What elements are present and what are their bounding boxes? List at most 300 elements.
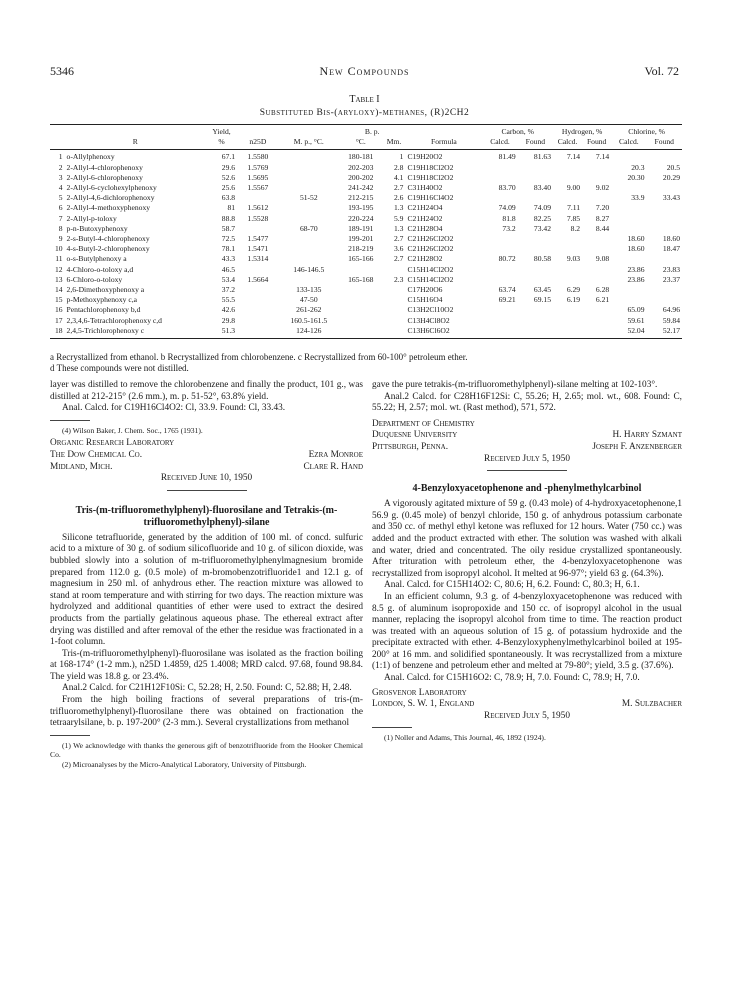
hydrogen-found: 8.27 bbox=[595, 213, 610, 223]
melting-point bbox=[279, 244, 339, 254]
pressure-mm bbox=[383, 265, 406, 275]
carbon-calcd bbox=[482, 275, 517, 285]
chlorine-found bbox=[647, 285, 682, 295]
table-row bbox=[50, 173, 682, 183]
author-szmant: H. Harry Szmant bbox=[612, 430, 682, 441]
boiling-point bbox=[339, 326, 383, 339]
formula: C31H40O2 bbox=[407, 183, 443, 193]
boiling-point: 212-215 bbox=[348, 193, 374, 203]
r-group: o-Allylphenoxy bbox=[66, 152, 115, 162]
affiliation-grosvenor bbox=[372, 688, 682, 723]
chlorine-calcd: 20.3 bbox=[631, 162, 645, 172]
silane-paragraph-3: From the high boiling fractions of several preparations of tris-(m-trifluoromethylphenyl)-fluorosilane there was obtained on fractionation the tetraarylsilane, b. p. 197-200° (2-3 mm.). Several crystallizations from methanol bbox=[50, 695, 363, 729]
carbon-calcd bbox=[482, 173, 517, 183]
table-caption: Table I bbox=[349, 94, 380, 105]
refractive-index: 1.5477 bbox=[247, 234, 269, 244]
carbon-found: 81.63 bbox=[533, 152, 552, 162]
lab-name: Organic Research Laboratory bbox=[50, 438, 175, 449]
carbon-calcd: 83.70 bbox=[498, 183, 516, 193]
formula: C21H26Cl2O2 bbox=[407, 244, 454, 254]
dept-name: Department of Chemistry bbox=[372, 418, 475, 429]
hydrogen-found: 8.44 bbox=[595, 223, 610, 233]
affiliation-duquesne bbox=[372, 419, 682, 465]
dept-author-row-1 bbox=[372, 430, 682, 442]
volume-label: Vol. 72 bbox=[644, 64, 679, 78]
chlorine-calcd bbox=[611, 285, 646, 295]
hydrogen-calcd bbox=[553, 173, 582, 183]
hydrogen-found bbox=[582, 265, 611, 275]
carbon-found: 63.45 bbox=[533, 285, 552, 295]
header-hydrogen-found: Found bbox=[582, 137, 611, 150]
header-bp: B. p. bbox=[339, 125, 406, 138]
chlorine-found: 23.37 bbox=[662, 274, 680, 284]
carbon-calcd bbox=[482, 305, 517, 315]
refractive-index: 1.5695 bbox=[247, 172, 269, 182]
carbon-calcd: 74.09 bbox=[498, 203, 516, 213]
yield: 81 bbox=[227, 203, 236, 213]
carbon-found bbox=[518, 173, 553, 183]
chlorine-calcd: 23.86 bbox=[627, 264, 645, 274]
chlorine-calcd bbox=[611, 295, 646, 305]
melting-point bbox=[279, 173, 339, 183]
melting-point bbox=[279, 214, 339, 224]
refractive-index bbox=[237, 305, 279, 315]
compounds-table bbox=[50, 124, 682, 339]
page-header bbox=[50, 64, 679, 80]
pressure-mm: 2.6 bbox=[393, 193, 404, 203]
carbon-found: 80.58 bbox=[533, 254, 552, 264]
chlorine-calcd bbox=[611, 183, 646, 193]
yield: 53.4 bbox=[221, 274, 236, 284]
hydrogen-calcd: 6.29 bbox=[566, 285, 581, 295]
carbon-found: 74.09 bbox=[533, 203, 552, 213]
melting-point bbox=[279, 275, 339, 285]
formula: C19H20O2 bbox=[407, 152, 443, 162]
left-anal-1: Anal. Calcd. for C19H16Cl4O2: Cl, 33.9. Found: Cl, 33.43. bbox=[62, 403, 286, 414]
hydrogen-found: 7.14 bbox=[595, 152, 610, 162]
page-number: 5346 bbox=[50, 64, 74, 78]
university: Duquesne University bbox=[372, 430, 458, 441]
row-number: 12 bbox=[54, 264, 63, 274]
formula: C13H4Cl8O2 bbox=[407, 315, 450, 325]
hydrogen-calcd bbox=[553, 265, 582, 275]
table-row bbox=[50, 295, 682, 305]
boiling-point: 189-191 bbox=[348, 223, 374, 233]
yield: 29.6 bbox=[221, 162, 236, 172]
header-bp-mm: Mm. bbox=[383, 137, 406, 150]
refractive-index: 1.5471 bbox=[247, 244, 269, 254]
refractive-index: 1.5612 bbox=[247, 203, 269, 213]
header-chlorine-found: Found bbox=[647, 137, 682, 150]
pressure-mm bbox=[383, 285, 406, 295]
formula: C19H16Cl4O2 bbox=[407, 193, 454, 203]
pressure-mm: 3.6 bbox=[393, 244, 404, 254]
boiling-point: 165-166 bbox=[348, 254, 374, 264]
melting-point: 68-70 bbox=[299, 223, 318, 233]
yield: 42.6 bbox=[221, 305, 236, 315]
left-paragraph-1: layer was distilled to remove the chlorobenzene and finally the product, 101 g., was distilled at 212-215° (2.6 mm.), m. p. 51-52°, 63.8% yield. bbox=[50, 380, 363, 402]
carbon-found bbox=[518, 265, 553, 275]
chlorine-calcd: 18.60 bbox=[627, 244, 645, 254]
silane-anal: Anal.2 Calcd. for C21H12F10Si: C, 52.28; H, 2.50. Found: C, 52.88; H, 2.48. bbox=[62, 683, 352, 694]
header-carbon-found: Found bbox=[518, 137, 553, 150]
carbon-calcd bbox=[482, 193, 517, 203]
refractive-index bbox=[237, 285, 279, 295]
hydrogen-calcd bbox=[553, 326, 582, 339]
hydrogen-calcd bbox=[553, 193, 582, 203]
header-pct: % bbox=[206, 137, 237, 150]
hydrogen-found: 6.28 bbox=[595, 285, 610, 295]
table-row bbox=[50, 285, 682, 295]
header-chlorine-calcd: Calcd. bbox=[611, 137, 646, 150]
right-column bbox=[372, 380, 682, 743]
chlorine-found: 23.83 bbox=[662, 264, 680, 274]
row-number: 13 bbox=[54, 274, 63, 284]
carbon-calcd bbox=[482, 326, 517, 339]
row-number: 17 bbox=[54, 315, 63, 325]
melting-point bbox=[279, 234, 339, 244]
melting-point: 160.5-161.5 bbox=[290, 315, 328, 325]
hydrogen-calcd: 9.03 bbox=[566, 254, 581, 264]
pressure-mm: 2.3 bbox=[393, 274, 404, 284]
chlorine-found: 33.43 bbox=[662, 193, 680, 203]
hydrogen-calcd bbox=[553, 234, 582, 244]
article-title-silane: Tris-(m-trifluoromethylphenyl)-fluorosilane and Tetrakis-(m-trifluoromethylphenyl)-silane bbox=[75, 504, 338, 528]
refractive-index bbox=[237, 316, 279, 326]
row-number: 6 bbox=[58, 203, 63, 213]
boiling-point: 193-195 bbox=[348, 203, 374, 213]
r-group: p-Methoxyphenoxy c,a bbox=[66, 295, 137, 305]
yield: 67.1 bbox=[221, 152, 236, 162]
refractive-index: 1.5769 bbox=[247, 162, 269, 172]
r-group: 2,6-Dimethoxyphenoxy a bbox=[66, 285, 145, 295]
chlorine-found: 18.60 bbox=[662, 234, 680, 244]
carbon-calcd bbox=[482, 265, 517, 275]
formula: C19H18Cl2O2 bbox=[407, 172, 454, 182]
header-carbon: Carbon, % bbox=[482, 125, 553, 138]
melting-point: 51-52 bbox=[299, 193, 318, 203]
refractive-index bbox=[237, 265, 279, 275]
author-monroe: Ezra Monroe bbox=[308, 449, 363, 460]
carbon-found: 83.40 bbox=[533, 183, 552, 193]
carbon-found: 73.42 bbox=[533, 223, 552, 233]
formula: C13H6Cl6O2 bbox=[405, 326, 482, 339]
yield: 55.5 bbox=[221, 295, 236, 305]
row-number: 8 bbox=[58, 223, 63, 233]
chlorine-calcd bbox=[611, 224, 646, 234]
formula: C17H20O6 bbox=[407, 285, 443, 295]
header-bp-c: °C. bbox=[339, 137, 383, 150]
london-address: London, S. W. 1, England bbox=[372, 699, 475, 710]
footnote-1: (1) We acknowledge with thanks the generous gift of benzotrifluoride from the Hooker Chemical Co. bbox=[50, 740, 363, 760]
yield: 25.6 bbox=[221, 183, 236, 193]
refractive-index bbox=[237, 224, 279, 234]
chlorine-calcd: 65.09 bbox=[627, 305, 645, 315]
hydrogen-calcd bbox=[553, 275, 582, 285]
refractive-index: 1.5664 bbox=[247, 274, 269, 284]
ref-rule bbox=[50, 420, 90, 421]
benzyloxy-anal-2: Anal. Calcd. for C15H16O2: C, 78.9; H, 7.0. Found: C, 78.9; H, 7.0. bbox=[384, 673, 640, 684]
yield: 72.5 bbox=[221, 234, 236, 244]
row-number: 11 bbox=[55, 254, 63, 264]
footnote-rule bbox=[50, 735, 90, 736]
section-rule bbox=[167, 490, 247, 491]
hydrogen-calcd: 7.14 bbox=[566, 152, 581, 162]
boiling-point bbox=[339, 265, 383, 275]
hydrogen-calcd: 6.19 bbox=[566, 295, 581, 305]
hydrogen-found bbox=[582, 316, 611, 326]
yield: 51.3 bbox=[206, 326, 237, 339]
refractive-index: 1.5580 bbox=[247, 152, 269, 162]
boiling-point: 165-168 bbox=[348, 274, 374, 284]
carbon-calcd bbox=[482, 163, 517, 173]
hydrogen-found bbox=[582, 163, 611, 173]
formula: C15H16O4 bbox=[407, 295, 443, 305]
formula: C21H24O2 bbox=[407, 213, 443, 223]
section-rule-2 bbox=[487, 470, 567, 471]
chlorine-calcd bbox=[611, 254, 646, 264]
table-row bbox=[50, 305, 682, 315]
silane-paragraph-2: Tris-(m-trifluoromethylphenyl)-fluorosilane was isolated as the fraction boiling at 168-174° (1-2 mm.), n25D 1.4859, d25 1.4008; MRD calcd. 97.68, found 98.84. The yield was 18.8 g. or 23.4%. bbox=[50, 648, 363, 682]
reference-4: (4) Wilson Baker, J. Chem. Soc., 1765 (1931). bbox=[62, 425, 203, 435]
hydrogen-found bbox=[582, 275, 611, 285]
hydrogen-calcd bbox=[553, 305, 582, 315]
carbon-calcd: 73.2 bbox=[502, 223, 516, 233]
melting-point bbox=[279, 183, 339, 193]
boiling-point: 220-224 bbox=[348, 213, 374, 223]
melting-point bbox=[279, 150, 339, 163]
grosvenor-lab: Grosvenor Laboratory bbox=[372, 687, 467, 698]
chlorine-found bbox=[647, 203, 682, 213]
header-carbon-calcd: Calcd. bbox=[482, 137, 517, 150]
boiling-point: 202-203 bbox=[348, 162, 374, 172]
author-anzenberger: Joseph F. Anzenberger bbox=[592, 441, 682, 452]
table-row bbox=[50, 224, 682, 234]
r-group: 2,4,5-Trichlorophenoxy c bbox=[65, 326, 206, 339]
r-group: 2,3,4,6-Tetrachlorophenoxy c,d bbox=[66, 315, 162, 325]
affiliation-dow bbox=[50, 438, 363, 484]
table-row bbox=[50, 193, 682, 203]
melting-point bbox=[279, 254, 339, 264]
table-row bbox=[50, 214, 682, 224]
table-header-row-1 bbox=[50, 125, 682, 138]
table-subtitle: Substituted Bis-(aryloxy)-methanes, (R)2CH2 bbox=[259, 108, 470, 118]
yield: 46.5 bbox=[221, 264, 236, 274]
table-footnote-1: a Recrystallized from ethanol. b Recrystallized from chlorobenzene. c Recrystallized from 60-100° petroleum ether. bbox=[50, 352, 468, 362]
carbon-found bbox=[518, 193, 553, 203]
chlorine-found bbox=[647, 183, 682, 193]
r-group: o-s-Butylphenoxy a bbox=[66, 254, 127, 264]
row-number: 15 bbox=[54, 295, 63, 305]
hydrogen-calcd: 8.2 bbox=[570, 223, 581, 233]
carbon-found: 69.15 bbox=[533, 295, 552, 305]
table-row bbox=[50, 254, 682, 264]
r-group: 2-Allyl-6-cyclohexylphenoxy bbox=[66, 183, 157, 193]
carbon-found: 82.25 bbox=[533, 213, 552, 223]
hydrogen-found: 6.21 bbox=[595, 295, 610, 305]
right-anal-1: Anal.2 Calcd. for C28H16F12Si: C, 55.26; H, 2.65; mol. wt., 608. Found: C, 55.22; H, 2.57; mol. wt. (Rast method), 571, 572. bbox=[372, 391, 682, 414]
table-row bbox=[50, 244, 682, 254]
header-r: R bbox=[65, 137, 206, 150]
hydrogen-found bbox=[582, 234, 611, 244]
hydrogen-found: 7.20 bbox=[595, 203, 610, 213]
r-group: 4-Chloro-o-toloxy a,d bbox=[66, 264, 134, 274]
carbon-found bbox=[518, 234, 553, 244]
r-group: 2-Allyl-p-toloxy bbox=[66, 213, 117, 223]
r-group: Pentachlorophenoxy b,d bbox=[66, 305, 141, 315]
received-date-2: Received July 5, 1950 bbox=[484, 453, 570, 464]
r-group: 2-s-Butyl-4-chlorophenoxy bbox=[66, 234, 150, 244]
chlorine-found bbox=[647, 214, 682, 224]
yield: 52.6 bbox=[221, 172, 236, 182]
yield: 78.1 bbox=[221, 244, 236, 254]
running-title: New Compounds bbox=[319, 64, 410, 78]
header-hydrogen: Hydrogen, % bbox=[553, 125, 611, 138]
row-number: 3 bbox=[58, 172, 63, 182]
footnote-rule-2 bbox=[372, 727, 412, 728]
silane-paragraph-1: Silicone tetrafluoride, generated by the addition of 100 ml. of concd. sulfuric acid to a mixture of 30 g. of sodium silicofluoride and 10 g. of silicon dioxide, was bubbled slowly into a solution of m-trifluoromethylphenylmagnesium bromide prepared from 112.0 g. (0.5 mole) of m-bromobenzotrifluoride1 and 12.1 g. of magnesium in 250 ml. of anhydrous ether. The reaction mixture was allowed to stand at room temperature and with stirring for two days. The reaction mixture was hydrolyzed and additional quantities of ether were used to extract the desired products from the partially gelatinous aqueous phase. The ethereal extract after drying was distilled and after removal of the ether the residue was fractionated in a 1-foot column. bbox=[50, 532, 363, 648]
author-sulzbacher: M. Sulzbacher bbox=[621, 699, 682, 710]
article-title-benzyloxy: 4-Benzyloxyacetophenone and -phenylmethylcarbinol bbox=[412, 483, 642, 495]
carbon-found bbox=[518, 326, 553, 339]
table-row bbox=[50, 163, 682, 173]
header-formula: Formula bbox=[405, 137, 482, 150]
hydrogen-calcd: 9.00 bbox=[566, 183, 581, 193]
table-row bbox=[50, 275, 682, 285]
chlorine-calcd: 52.04 bbox=[611, 326, 646, 339]
footnote-2: (2) Microanalyses by the Micro-Analytical Laboratory, University of Pittsburgh. bbox=[62, 760, 307, 770]
r-group: 2-Allyl-4-methoxyphenoxy bbox=[66, 203, 151, 213]
melting-point: 261-262 bbox=[296, 305, 322, 315]
chlorine-found: 64.96 bbox=[662, 305, 680, 315]
row-number: 1 bbox=[58, 152, 63, 162]
header-mp: M. p., °C. bbox=[279, 137, 339, 150]
carbon-calcd: 63.74 bbox=[498, 285, 516, 295]
table-row bbox=[50, 183, 682, 193]
melting-point bbox=[279, 163, 339, 173]
refractive-index: 1.5314 bbox=[247, 254, 269, 264]
carbon-found bbox=[518, 244, 553, 254]
row-number: 18 bbox=[50, 326, 65, 339]
r-group: 4-s-Butyl-2-chlorophenoxy bbox=[66, 244, 150, 254]
header-hydrogen-calcd: Calcd. bbox=[553, 137, 582, 150]
yield: 63.8 bbox=[221, 193, 236, 203]
chlorine-found bbox=[647, 224, 682, 234]
row-number: 14 bbox=[54, 285, 63, 295]
received-date-3: Received July 5, 1950 bbox=[484, 710, 570, 721]
row-number: 9 bbox=[58, 234, 63, 244]
carbon-calcd: 69.21 bbox=[498, 295, 516, 305]
chlorine-calcd bbox=[611, 150, 646, 163]
boiling-point: 180-181 bbox=[348, 152, 374, 162]
benzyloxy-paragraph-1: A vigorously agitated mixture of 59 g. (0.43 mole) of 4-hydroxyacetophenone,1 56.9 g. (0.45 mole) of benzyl chloride, 150 g. of anhydrous potassium carbonate and 350 cc. of methyl ethyl ketone was refluxed for 12 hours. Water (750 cc.) was added and the product extracted with ether. The solution was washed with alkali and water, dried and concentrated. The oily residue crystallized spontaneously. After trituration with petroleum ether, the 4-benzyloxyacetophenone was recrystallized from isopropyl alcohol. It melted at 96-97°; yield 63 g. (64.3%). bbox=[372, 499, 682, 579]
hydrogen-calcd: 7.85 bbox=[566, 213, 581, 223]
footnote-noller: (1) Noller and Adams, This Journal, 46, 1892 (1924). bbox=[384, 733, 546, 743]
formula: C21H28O2 bbox=[407, 254, 443, 264]
header-yield: Yield, bbox=[206, 125, 237, 138]
table-row bbox=[50, 265, 682, 275]
hydrogen-calcd bbox=[553, 163, 582, 173]
hydrogen-calcd: 7.11 bbox=[567, 203, 581, 213]
carbon-found bbox=[518, 316, 553, 326]
benzyloxy-anal-1: Anal. Calcd. for C15H14O2: C, 80.6; H, 6.2. Found: C, 80.3; H, 6.1. bbox=[384, 580, 640, 591]
formula: C13H2Cl10O2 bbox=[407, 305, 454, 315]
pressure-mm bbox=[383, 316, 406, 326]
chlorine-found: 59.84 bbox=[662, 315, 680, 325]
pressure-mm: 5.9 bbox=[393, 213, 404, 223]
boiling-point: 199-201 bbox=[348, 234, 374, 244]
formula: C15H14Cl2O2 bbox=[407, 274, 454, 284]
pressure-mm: 1.3 bbox=[393, 223, 404, 233]
chlorine-found: 20.5 bbox=[666, 162, 680, 172]
pressure-mm: 2.7 bbox=[393, 234, 404, 244]
chlorine-calcd: 18.60 bbox=[627, 234, 645, 244]
table-row bbox=[50, 326, 682, 339]
table-row bbox=[50, 150, 682, 163]
chlorine-found: 18.47 bbox=[662, 244, 680, 254]
carbon-calcd: 81.8 bbox=[502, 213, 516, 223]
hydrogen-found: 9.08 bbox=[595, 254, 610, 264]
melting-point bbox=[279, 203, 339, 213]
row-number: 5 bbox=[58, 193, 63, 203]
yield: 29.8 bbox=[221, 315, 236, 325]
hydrogen-found bbox=[582, 305, 611, 315]
r-group: 2-Allyl-4-chlorophenoxy bbox=[66, 162, 143, 172]
chlorine-calcd bbox=[611, 214, 646, 224]
formula: C21H24O4 bbox=[407, 203, 443, 213]
pressure-mm: 1.3 bbox=[393, 203, 404, 213]
formula: C15H14Cl2O2 bbox=[407, 264, 454, 274]
pressure-mm: 4.1 bbox=[393, 172, 404, 182]
hydrogen-found bbox=[582, 244, 611, 254]
chlorine-calcd: 59.61 bbox=[627, 315, 645, 325]
chlorine-found bbox=[647, 295, 682, 305]
yield: 43.3 bbox=[221, 254, 236, 264]
location: Midland, Mich. bbox=[50, 461, 113, 472]
yield: 88.8 bbox=[221, 213, 236, 223]
carbon-found bbox=[518, 305, 553, 315]
hydrogen-calcd bbox=[553, 244, 582, 254]
lab-author-row-2 bbox=[50, 462, 363, 474]
chlorine-calcd: 33.9 bbox=[631, 193, 645, 203]
city: Pittsburgh, Penna. bbox=[372, 441, 449, 452]
chlorine-found bbox=[647, 150, 682, 163]
table-header-row-2 bbox=[50, 137, 682, 150]
boiling-point bbox=[339, 295, 383, 305]
hydrogen-found bbox=[582, 326, 611, 339]
pressure-mm: 2.7 bbox=[393, 254, 404, 264]
pressure-mm: 1 bbox=[399, 152, 404, 162]
boiling-point: 218-219 bbox=[348, 244, 374, 254]
r-group: 6-Chloro-o-toloxy bbox=[66, 274, 123, 284]
lab-author-row-1 bbox=[50, 450, 363, 462]
refractive-index bbox=[237, 193, 279, 203]
table-row bbox=[50, 316, 682, 326]
author-hand: Clare R. Hand bbox=[303, 461, 363, 472]
hydrogen-found bbox=[582, 173, 611, 183]
table-body bbox=[50, 150, 682, 339]
hydrogen-found: 9.02 bbox=[595, 183, 610, 193]
carbon-calcd: 80.72 bbox=[498, 254, 516, 264]
row-number: 4 bbox=[58, 183, 63, 193]
chlorine-calcd bbox=[611, 203, 646, 213]
pressure-mm: 2.7 bbox=[393, 183, 404, 193]
refractive-index bbox=[237, 295, 279, 305]
chlorine-calcd: 23.86 bbox=[627, 274, 645, 284]
table-footnote-2: d These compounds were not distilled. bbox=[50, 363, 189, 373]
boiling-point: 200-202 bbox=[348, 172, 374, 182]
refractive-index: 1.5567 bbox=[247, 183, 269, 193]
